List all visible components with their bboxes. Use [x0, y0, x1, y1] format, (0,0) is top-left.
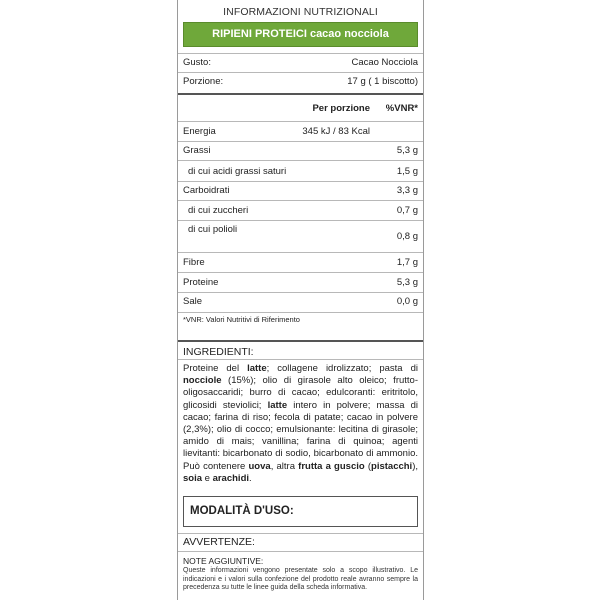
nutrient-label: Grassi	[183, 145, 211, 156]
divider	[178, 121, 423, 122]
nutrient-label: Fibre	[183, 257, 205, 268]
ingredients-title: INGREDIENTI:	[183, 346, 254, 358]
allergen-highlight: pistacchi	[371, 460, 413, 472]
nutrient-label: Energia	[183, 126, 216, 137]
porzione-label: Porzione:	[183, 76, 224, 87]
divider	[178, 551, 423, 552]
thick-divider	[178, 340, 423, 342]
nutrient-label: Proteine	[183, 277, 219, 288]
divider	[178, 181, 423, 182]
nutrient-value: 3,3 g	[396, 185, 418, 196]
nutrient-value: 0,8 g	[396, 231, 418, 242]
divider	[178, 359, 423, 360]
nutrient-label: di cui acidi grassi saturi	[188, 166, 287, 177]
ingredient-segment: e	[202, 472, 213, 484]
vnr-footnote: *VNR: Valori Nutritivi di Riferimento	[183, 315, 300, 324]
divider	[178, 272, 423, 273]
allergen-highlight: latte	[267, 399, 288, 411]
divider	[178, 533, 423, 534]
ingredient-segment: Proteine del	[183, 363, 248, 374]
ingredient-segment: (	[364, 460, 372, 472]
divider	[178, 141, 423, 142]
ingredient-segment: intero in polvere; massa di cacao; farina di riso; fecola di patate; cacao in polvere (2,3%); olio di cocco; emulsionante: lecitina di girasole; amido di mais; vanillina; farina di quinoa; agenti lievitanti: bicarbonato di sodio, bicarbonato di ammonio. Può contenere	[183, 399, 418, 472]
divider	[178, 252, 423, 253]
ingredients-text	[183, 363, 418, 485]
divider	[178, 53, 423, 54]
nutrient-label: di cui polioli	[188, 224, 238, 235]
allergen-highlight: uova	[248, 460, 271, 472]
nutrient-value: 5,3 g	[396, 277, 418, 288]
card-header: INFORMAZIONI NUTRIZIONALI	[223, 6, 378, 18]
nutrient-value: 1,5 g	[396, 166, 418, 177]
notes-title: NOTE AGGIUNTIVE:	[183, 556, 264, 566]
gusto-value: Cacao Nocciola	[351, 57, 418, 68]
nutrient-value: 5,3 g	[396, 145, 418, 156]
notes-text: Queste informazioni vengono presentate solo a scopo illustrativo. Le indicazioni e i valori sulla confezione del prodotto reale avranno sempre la precedenza su tutte le linee guida della scheda informativa.	[183, 567, 418, 592]
divider	[178, 200, 423, 201]
modalita-box	[183, 496, 418, 527]
divider	[178, 72, 423, 73]
avvertenze-title: AVVERTENZE:	[183, 536, 255, 548]
nutrition-card	[177, 0, 424, 600]
nutrient-label: di cui zuccheri	[188, 205, 249, 216]
nutrient-value: 345 kJ / 83 Kcal	[302, 126, 370, 137]
allergen-highlight: latte	[247, 363, 267, 374]
divider	[178, 220, 423, 221]
divider	[178, 160, 423, 161]
allergen-highlight: nocciole	[183, 375, 222, 387]
allergen-highlight: arachidi	[212, 472, 250, 484]
ingredient-segment: .	[249, 472, 252, 484]
ingredient-segment: , altra	[270, 460, 299, 472]
allergen-highlight: soia	[183, 472, 203, 484]
nutrient-label: Sale	[183, 296, 203, 307]
vnr-header: %VNR*	[385, 103, 418, 114]
divider	[178, 312, 423, 313]
thick-divider	[178, 93, 423, 95]
nutrient-value: 0,7 g	[396, 205, 418, 216]
divider	[178, 292, 423, 293]
ingredient-segment: ),	[412, 460, 419, 472]
ingredient-segment: ; collagene idrolizzato; pasta di	[266, 363, 418, 374]
per-portion-header: Per porzione	[312, 103, 370, 114]
nutrient-label: Carboidrati	[183, 185, 230, 196]
ingredient-segment: (15%); olio di girasole alto oleico; frutto-oligosaccaridi; burro di cacao; edulcoranti: eritritolo, glicosidi steviolici;	[183, 375, 418, 411]
nutrient-value: 1,7 g	[396, 257, 418, 268]
modalita-title: MODALITÀ D'USO:	[190, 505, 294, 517]
product-banner: RIPIENI PROTEICI cacao nocciola	[183, 22, 418, 47]
porzione-value: 17 g ( 1 biscotto)	[347, 76, 418, 87]
gusto-label: Gusto:	[183, 57, 211, 68]
nutrient-value: 0,0 g	[396, 296, 418, 307]
allergen-highlight: frutta a guscio	[298, 460, 365, 472]
